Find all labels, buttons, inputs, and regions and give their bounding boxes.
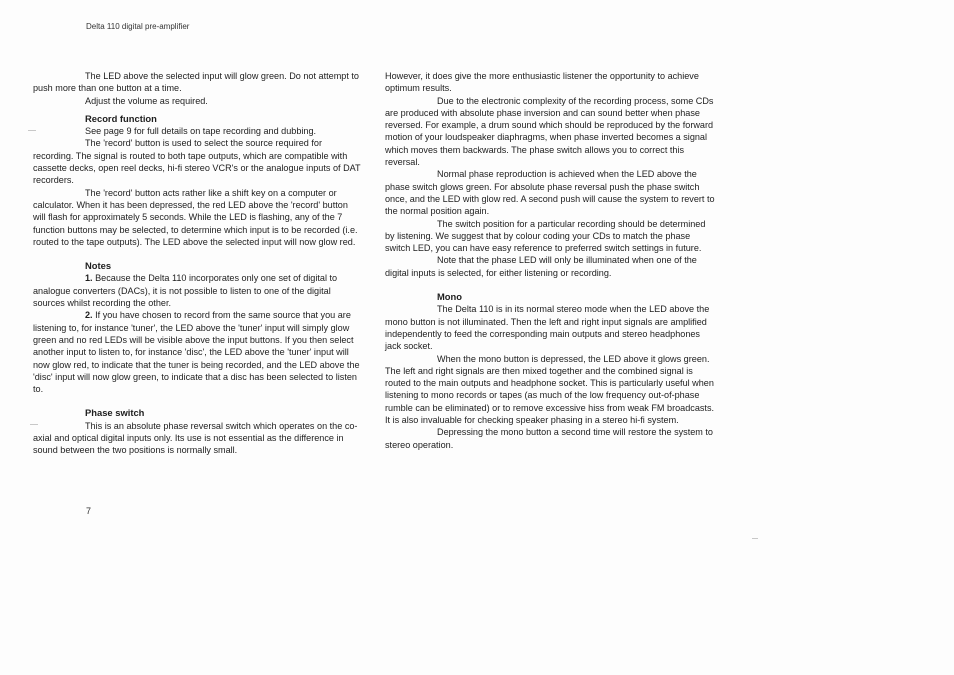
note-number: 1.: [85, 273, 93, 284]
body-paragraph: The 'record' button is used to select the source required for recording. The signal is routed to both tape outputs, which are compatible with cassette decks, open reel decks, hi-fi stereo VCR's or the analogue inputs of DAT recorders.: [33, 138, 361, 186]
body-paragraph: Note that the phase LED will only be illuminated when one of the digital inputs is selected, for either listening or recording.: [385, 255, 697, 278]
scan-speck: [752, 538, 758, 539]
section-heading-phase-switch: Phase switch: [85, 407, 145, 419]
body-paragraph: The 'record' button acts rather like a shift key on a computer or calculator. When it has been depressed, the red LED above the 'record' button will flash for approximately 5 seconds. While the LED is flashing, any of the 7 function buttons may be selected, to determine which input is to be recorded (i.e. routed to the tape outputs). The LED above the selected input will now glow red.: [33, 187, 358, 247]
body-paragraph: The Delta 110 is in its normal stereo mode when the LED above the mono button is not illuminated. Then the left and right input signals are amplified independently to feed the corresponding main outputs and stereo headphones jack socket.: [385, 304, 710, 352]
body-paragraph: This is an absolute phase reversal switch which operates on the co-axial and optical digital inputs only. Its use is not essential as the difference in sound between the two positions is normally small.: [33, 420, 358, 456]
body-paragraph: The switch position for a particular recording should be determined by listening. We suggest that by colour coding your CDs to match the phase switch LED, you can have easy reference to preferred switch settings in future.: [385, 218, 706, 254]
section-heading-record-function: Record function: [85, 112, 157, 124]
page-header: Delta 110 digital pre-amplifier: [86, 22, 190, 31]
note-text: If you have chosen to record from the same source that you are listening to, for instance 'tuner', the LED above the 'tuner' input will simply glow green and no red LEDs will be visible above the input buttons. If you then select another input to listen to, for instance 'disc', the LED above the 'tuner' input will now glow red, to indicate that the tuner is being recorded, and the LED above the 'disc' input will now glow green, to indicate that a disc has been selected to listen to.: [33, 310, 360, 395]
body-paragraph: Depressing the mono button a second time will restore the system to stereo operation.: [385, 427, 713, 450]
body-paragraph: Normal phase reproduction is achieved when the LED above the phase switch glows green. For absolute phase reversal push the phase switch once, and the LED with glow red. A second push will cause the system to revert to the normal position again.: [385, 169, 715, 217]
right-column: [385, 70, 715, 451]
body-paragraph: When the mono button is depressed, the LED above it glows green. The left and right signals are then mixed together and the combined signal is routed to the main outputs and headphone socket. This is particularly useful when listening to mono records or tapes (as much of the low frequency out-of-phase rumble can be eliminated) or to remove excessive hiss from weak FM broadcasts. It is also invaluable for checking speaker phasing in a stereo hi-fi system.: [385, 353, 715, 426]
page-number: 7: [86, 506, 92, 516]
body-paragraph: However, it does give the more enthusiastic listener the opportunity to achieve optimum results.: [385, 71, 699, 94]
section-heading-notes: Notes: [85, 260, 112, 272]
intro-paragraph: The LED above the selected input will glow green. Do not attempt to push more than one button at a time.: [33, 71, 359, 94]
note-number: 2.: [85, 310, 93, 321]
body-paragraph: See page 9 for full details on tape recording and dubbing.: [85, 126, 317, 137]
note-text: Because the Delta 110 incorporates only one set of digital to analogue converters (DACs), it is not possible to listen to one of the digital sources whilst recording the other.: [33, 273, 338, 309]
intro-paragraph: Adjust the volume as required.: [85, 95, 208, 106]
note-item: [33, 272, 363, 309]
note-item: [33, 309, 363, 395]
section-heading-mono: Mono: [437, 291, 462, 303]
left-column: [33, 70, 363, 457]
body-paragraph: Due to the electronic complexity of the recording process, some CDs are produced with absolute phase inversion and can sound better when phase reversed. For example, a drum sound which should be reproduced by the forward motion of your loudspeaker diaphragms, when phase inverted becomes a signal which moves them backwards. The phase switch allows you to correct this reversal.: [385, 95, 714, 168]
